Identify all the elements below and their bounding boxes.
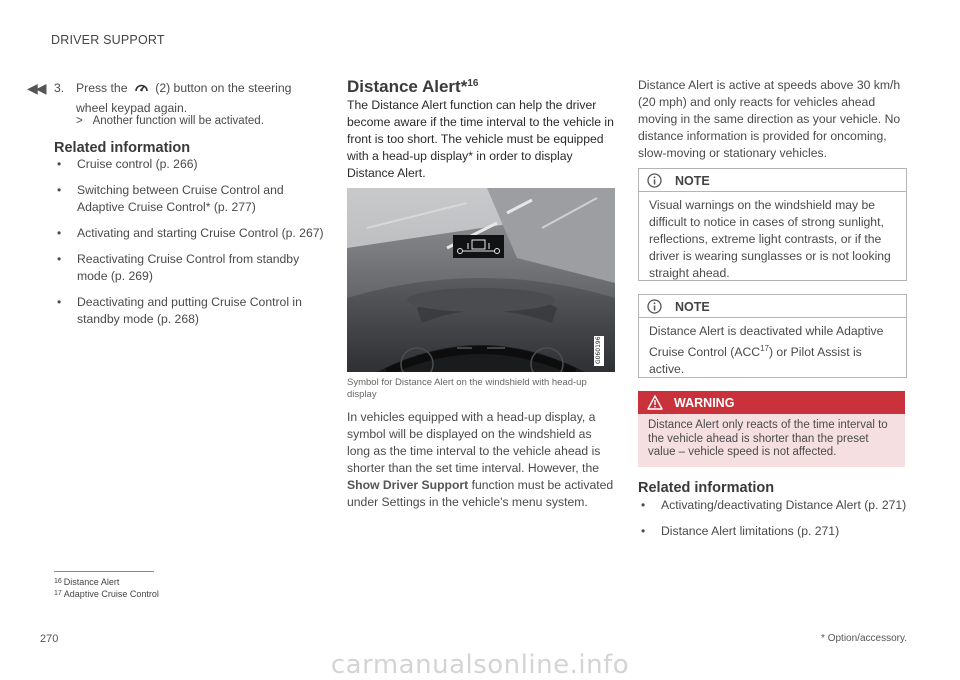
body-paragraph: Distance Alert is active at speeds above 30 km/h (20 mph) and only reacts for vehicles ahead moving in the same direction as your vehicle. No distance information is provided for oncoming, slow-moving or stationary vehicles. bbox=[638, 78, 901, 160]
related-information-heading: Related information bbox=[54, 140, 191, 156]
footnote-number: 16 bbox=[54, 578, 62, 585]
related-link[interactable]: • Reactivating Cruise Control from standby mode (p. 269) bbox=[54, 251, 329, 285]
note-label: NOTE bbox=[675, 174, 710, 188]
menu-term: Show Driver Support bbox=[347, 478, 469, 492]
section-title bbox=[347, 77, 478, 97]
related-links-list bbox=[54, 156, 329, 337]
result-text: Another function will be activated. bbox=[92, 115, 264, 127]
note-box bbox=[638, 294, 907, 378]
option-accessory-note: * Option/accessory. bbox=[821, 633, 907, 644]
continued-from-previous-icon: ◀◀ bbox=[27, 80, 45, 96]
warning-text: Distance Alert only reacts of the time interval to the vehicle ahead is shorter than the preset value – vehicle speed is not affected. bbox=[648, 419, 888, 458]
footnote-text: Adaptive Cruise Control bbox=[63, 589, 159, 599]
related-link[interactable]: • Activating and starting Cruise Control (p. 267) bbox=[54, 225, 329, 242]
related-link[interactable]: • Distance Alert limitations (p. 271) bbox=[638, 523, 910, 540]
result-marker: > bbox=[76, 115, 83, 127]
step-number: 3. bbox=[54, 81, 65, 95]
step-text-before: Press the bbox=[76, 81, 128, 95]
footnote-ref[interactable]: 16 bbox=[467, 78, 479, 89]
note-label: NOTE bbox=[675, 300, 710, 314]
note-text bbox=[639, 318, 906, 386]
paragraph-text: function must be activated under Settings in the vehicle's menu system. bbox=[347, 478, 614, 509]
warning-label: WARNING bbox=[674, 396, 735, 410]
step-text-after: (2) button on the steering wheel keypad again. bbox=[76, 81, 292, 115]
page-header-title: DRIVER SUPPORT bbox=[51, 33, 165, 47]
footnotes bbox=[54, 576, 159, 600]
warning-box bbox=[638, 391, 905, 467]
watermark: carmanualsonline.info bbox=[330, 650, 630, 680]
note-box bbox=[638, 168, 907, 281]
instruction-step bbox=[54, 80, 324, 117]
note-text-part: Distance Alert is deactivated while Adaptive Cruise Control (ACC bbox=[649, 324, 884, 360]
head-up-display-illustration bbox=[347, 188, 615, 372]
footnote-divider bbox=[54, 571, 154, 572]
figure-caption: Symbol for Distance Alert on the windshield with head-up display bbox=[347, 377, 587, 400]
warning-triangle-icon bbox=[647, 395, 663, 415]
related-link[interactable]: • Activating/deactivating Distance Alert (p. 271) bbox=[638, 497, 910, 514]
info-icon bbox=[647, 299, 662, 319]
footnote-number: 17 bbox=[54, 590, 62, 597]
related-link[interactable]: • Switching between Cruise Control and Adaptive Cruise Control* (p. 277) bbox=[54, 182, 329, 216]
related-links-list bbox=[638, 497, 910, 549]
section-title-text: Distance Alert* bbox=[347, 77, 468, 96]
note-text: Visual warnings on the windshield may be difficult to notice in cases of strong sunlight, reflections, extreme light contrasts, or if the driver is wearing sunglasses or is not looking straight ahead. bbox=[649, 198, 891, 280]
related-information-heading: Related information bbox=[638, 480, 775, 496]
related-link[interactable]: • Deactivating and putting Cruise Control in standby mode (p. 268) bbox=[54, 294, 329, 328]
body-paragraph bbox=[347, 409, 615, 511]
cruise-control-button-icon bbox=[134, 81, 149, 100]
page-number: 270 bbox=[40, 633, 59, 645]
related-link[interactable]: • Cruise control (p. 266) bbox=[54, 156, 329, 173]
section-intro: The Distance Alert function can help the driver become aware if the time interval to the vehicle in front is too short. The vehicle must be equipped with a head-up display* in order to display Distance Alert. bbox=[347, 98, 614, 180]
note-text-part: ) or Pilot Assist is active. bbox=[649, 345, 862, 377]
step-result bbox=[76, 115, 326, 127]
paragraph-text: In vehicles equipped with a head-up display, a symbol will be displayed on the windshield as long as the time interval to the vehicle ahead is shorter than the set time interval. However, the bbox=[347, 410, 601, 475]
footnote-item bbox=[54, 576, 159, 588]
info-icon bbox=[647, 173, 662, 193]
footnote-ref[interactable]: 17 bbox=[760, 344, 769, 353]
footnote-text: Distance Alert bbox=[63, 577, 120, 587]
figure-code: G060196 bbox=[595, 336, 602, 364]
footnote-item bbox=[54, 588, 159, 600]
